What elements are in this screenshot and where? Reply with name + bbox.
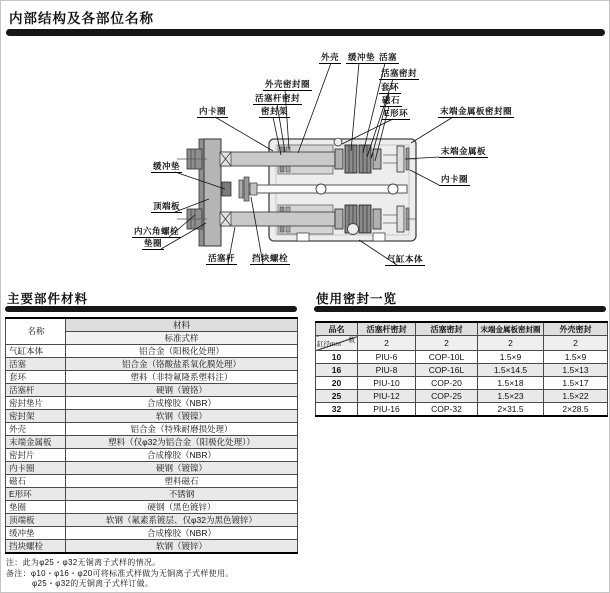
- materials-table: [5, 317, 298, 554]
- part-name-cell: 垫圈: [6, 501, 66, 514]
- part-material-cell: 硬钢（黑色镀锌）: [66, 501, 298, 514]
- seals-col-end-plate-seal-header: 末端金属板密封圈: [478, 322, 544, 336]
- note-line-1: 注：此为φ25・φ32无铜离子式样的情况。: [6, 558, 161, 567]
- part-label: 活塞密封: [381, 68, 418, 78]
- bore-cell: 10: [316, 351, 358, 364]
- seals-col-rod-seal-header: 活塞杆密封: [358, 322, 416, 336]
- part-name-cell: 套环: [6, 371, 66, 384]
- qty-cell: 2: [358, 336, 416, 351]
- materials-section-title: 主要部件材料: [7, 292, 89, 306]
- qty-cell: 2: [478, 336, 544, 351]
- part-label: 外壳密封圈: [265, 79, 311, 89]
- seals-table-row: [316, 364, 608, 377]
- part-label: 活塞: [379, 52, 398, 62]
- qty-cell: 2: [544, 336, 608, 351]
- part-name-cell: 缓冲垫: [6, 527, 66, 540]
- part-material-cell: 塑料磁石: [66, 475, 298, 488]
- materials-rule: [5, 306, 297, 312]
- part-material-cell: 硬钢（镀铬）: [66, 384, 298, 397]
- part-name-cell: 气缸本体: [6, 345, 66, 358]
- materials-table-row: [6, 462, 298, 475]
- rod-seal-cell: PIU-8: [358, 364, 416, 377]
- part-name-cell: 密封片: [6, 449, 66, 462]
- part-material-cell: 合成橡胶（NBR）: [66, 397, 298, 410]
- materials-table-row: [6, 371, 298, 384]
- materials-table-row: [6, 358, 298, 371]
- materials-table-row: [6, 436, 298, 449]
- materials-table-row: [6, 527, 298, 540]
- piston-seal-cell: COP-10L: [416, 351, 478, 364]
- materials-col-name-header: 名称: [6, 318, 66, 345]
- seals-col-product-header: 品名: [316, 322, 358, 336]
- housing-seal-cell: 1.5×22: [544, 390, 608, 403]
- rod-seal-cell: PIU-10: [358, 377, 416, 390]
- part-label: 活塞杆密封: [255, 93, 301, 103]
- materials-col-material-header: 材料: [66, 318, 298, 332]
- end-plate-seal-cell: 1.5×23: [478, 390, 544, 403]
- part-label: 内卡圈: [441, 174, 469, 184]
- seals-table-row: [316, 390, 608, 403]
- bore-cell: 25: [316, 390, 358, 403]
- rod-seal-cell: PIU-12: [358, 390, 416, 403]
- part-name-cell: 磁石: [6, 475, 66, 488]
- rod-seal-cell: PIU-16: [358, 403, 416, 417]
- part-material-cell: 铝合金（铬酸盐系氧化膜处理）: [66, 358, 298, 371]
- end-plate-seal-cell: 1.5×9: [478, 351, 544, 364]
- materials-table-row: [6, 475, 298, 488]
- seals-table-row: [316, 351, 608, 364]
- materials-table-row: [6, 501, 298, 514]
- piston-seal-cell: COP-16L: [416, 364, 478, 377]
- part-name-cell: 顶端板: [6, 514, 66, 527]
- part-name-cell: 内卡圈: [6, 462, 66, 475]
- rod-seal-cell: PIU-6: [358, 351, 416, 364]
- bore-corner-label: 缸径mm: [317, 341, 341, 348]
- note-line-2: 备注：φ10・φ16・φ20可将标准式样做为无铜离子式样使用。: [6, 568, 234, 578]
- materials-table-row: [6, 345, 298, 358]
- part-label: 内卡圈: [199, 106, 227, 116]
- housing-seal-cell: 1.5×17: [544, 377, 608, 390]
- note-line-3: φ25・φ32的无铜离子式样订做。: [32, 579, 154, 588]
- housing-seal-cell: 1.5×9: [544, 351, 608, 364]
- materials-table-row: [6, 540, 298, 554]
- page-title: 内部结构及各部位名称: [9, 11, 154, 26]
- part-material-cell: 软钢（镀锌）: [66, 540, 298, 554]
- part-label: 末端金属板: [441, 146, 487, 156]
- part-label: 套环: [381, 82, 400, 92]
- part-name-cell: 挡块螺栓: [6, 540, 66, 554]
- cylinder-structure-diagram: [1, 39, 610, 287]
- part-name-cell: E形环: [6, 488, 66, 501]
- piston-seal-cell: COP-32: [416, 403, 478, 417]
- part-label: 末端金属板密封圈: [440, 106, 513, 116]
- seals-table: [315, 321, 608, 417]
- part-material-cell: 硬钢（镀镍）: [66, 462, 298, 475]
- housing-seal-cell: 2×28.5: [544, 403, 608, 417]
- title-rule: [6, 29, 605, 36]
- part-label: 密封架: [261, 106, 289, 116]
- piston-seal-cell: COP-25: [416, 390, 478, 403]
- housing-seal-cell: 1.5×13: [544, 364, 608, 377]
- part-label: E形环: [384, 108, 409, 118]
- materials-notes: [6, 558, 234, 590]
- qty-cell: 2: [416, 336, 478, 351]
- part-material-cell: 铝合金（阳极化处理）: [66, 345, 298, 358]
- part-name-cell: 活塞杆: [6, 384, 66, 397]
- part-material-cell: 合成橡胶（NBR）: [66, 527, 298, 540]
- bore-cell: 20: [316, 377, 358, 390]
- part-name-cell: 外壳: [6, 423, 66, 436]
- materials-table-row: [6, 514, 298, 527]
- materials-table-row: [6, 410, 298, 423]
- part-label: 内六角螺栓: [134, 226, 180, 236]
- materials-table-row: [6, 384, 298, 397]
- seals-col-piston-seal-header: 活塞密封: [416, 322, 478, 336]
- part-label: 垫圈: [144, 238, 163, 248]
- part-name-cell: 活塞: [6, 358, 66, 371]
- qty-corner-label: 数: [348, 337, 355, 344]
- materials-col-standard-header: 标准式样: [66, 332, 298, 345]
- bore-qty-corner-cell: [316, 336, 358, 351]
- part-label: 磁石: [382, 95, 401, 105]
- materials-table-row: [6, 397, 298, 410]
- part-name-cell: 密封垫片: [6, 397, 66, 410]
- materials-table-row: [6, 449, 298, 462]
- seals-section-title: 使用密封一览: [316, 292, 398, 306]
- bore-cell: 16: [316, 364, 358, 377]
- part-material-cell: 合成橡胶（NBR）: [66, 449, 298, 462]
- bore-cell: 32: [316, 403, 358, 417]
- seals-table-row: [316, 377, 608, 390]
- part-material-cell: 塑料（仅φ32为铝合金（阳极化处理））: [66, 436, 298, 449]
- part-label: 缓冲垫: [348, 52, 376, 62]
- part-material-cell: 软钢（氟素系镀层、仅φ32为黑色镀锌）: [66, 514, 298, 527]
- end-plate-seal-cell: 2×31.5: [478, 403, 544, 417]
- part-label: 顶端板: [153, 201, 181, 211]
- seals-col-housing-seal-header: 外壳密封: [544, 322, 608, 336]
- part-material-cell: 不锈钢: [66, 488, 298, 501]
- part-material-cell: 塑料（非特氟隆系塑料注）: [66, 371, 298, 384]
- part-label: 活塞杆: [208, 253, 236, 263]
- part-label: 缓冲垫: [153, 161, 181, 171]
- part-material-cell: 软钢（镀镍）: [66, 410, 298, 423]
- seals-table-row: [316, 403, 608, 417]
- end-plate-seal-cell: 1.5×14.5: [478, 364, 544, 377]
- end-plate-seal-cell: 1.5×18: [478, 377, 544, 390]
- cylinder-cross-section-drawing: [1, 39, 610, 287]
- part-name-cell: 密封架: [6, 410, 66, 423]
- part-material-cell: 铝合金（特殊耐磨损处理）: [66, 423, 298, 436]
- seals-rule: [314, 306, 606, 312]
- part-name-cell: 末端金属板: [6, 436, 66, 449]
- part-label: 外壳: [321, 52, 340, 62]
- part-label: 气缸本体: [387, 254, 424, 264]
- materials-table-row: [6, 423, 298, 436]
- materials-table-row: [6, 488, 298, 501]
- piston-seal-cell: COP-20: [416, 377, 478, 390]
- part-label: 挡块螺栓: [252, 253, 289, 263]
